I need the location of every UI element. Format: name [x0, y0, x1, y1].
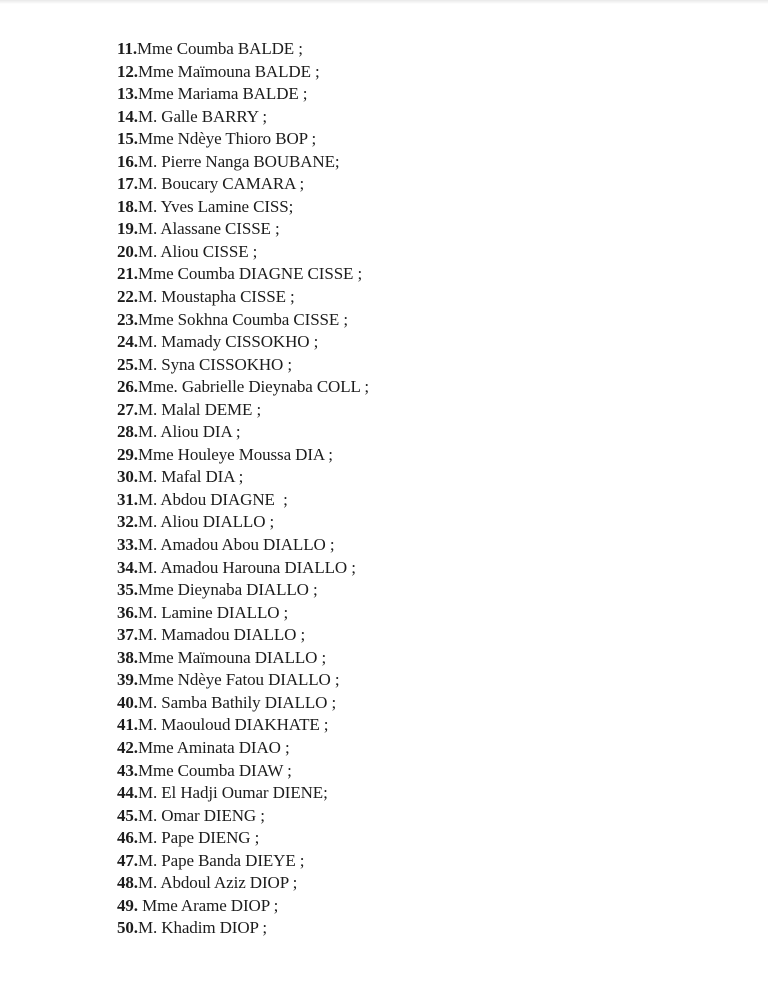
entry-name: Mme Ndèye Thioro BOP ; — [137, 129, 317, 149]
entry-number: 28. — [117, 422, 138, 442]
entry-name: M. Samba Bathily DIALLO ; — [137, 692, 337, 712]
entry-name: M. Abdou DIAGNE ; — [137, 489, 288, 509]
list-item — [117, 579, 369, 602]
entry-number: 41. — [117, 715, 138, 735]
entry-name: Mme Houleye Moussa DIA ; — [137, 444, 333, 464]
entry-number: 14. — [117, 106, 138, 126]
entry-name: M. Amadou Harouna DIALLO ; — [137, 557, 356, 577]
list-item — [117, 850, 369, 873]
entry-number: 44. — [117, 783, 138, 803]
entry-name: M. Mafal DIA ; — [137, 467, 244, 487]
list-item — [117, 557, 369, 580]
entry-name: M. Syna CISSOKHO ; — [137, 354, 293, 374]
entry-name: M. Lamine DIALLO ; — [137, 602, 289, 622]
entry-number: 42. — [117, 737, 138, 757]
list-item — [117, 38, 369, 61]
entry-name: M. Abdoul Aziz DIOP ; — [137, 873, 298, 893]
entry-number: 48. — [117, 873, 138, 893]
entry-number: 38. — [117, 647, 138, 667]
list-item — [117, 737, 369, 760]
entry-number: 33. — [117, 535, 138, 555]
entry-name: Mme. Gabrielle Dieynaba COLL ; — [137, 377, 369, 397]
entry-name: Mme Dieynaba DIALLO ; — [137, 580, 318, 600]
entry-name: M. Omar DIENG ; — [137, 805, 265, 825]
entry-number: 26. — [117, 377, 138, 397]
list-item — [117, 263, 369, 286]
list-item — [117, 286, 369, 309]
list-item — [117, 331, 369, 354]
entry-name: M. Alassane CISSE ; — [137, 219, 280, 239]
entry-number: 15. — [117, 129, 138, 149]
list-item — [117, 872, 369, 895]
entry-number: 22. — [117, 287, 138, 307]
entry-number: 27. — [117, 399, 138, 419]
list-item — [117, 466, 369, 489]
entry-name: M. Boucary CAMARA ; — [137, 174, 305, 194]
names-list — [117, 38, 369, 940]
list-item — [117, 376, 369, 399]
entry-number: 43. — [117, 760, 138, 780]
entry-number: 11. — [117, 39, 138, 58]
entry-number: 34. — [117, 557, 138, 577]
entry-number: 46. — [117, 828, 138, 848]
entry-number: 24. — [117, 332, 138, 352]
list-item — [117, 399, 369, 422]
entry-name: M. Amadou Abou DIALLO ; — [137, 535, 335, 555]
list-item — [117, 444, 369, 467]
list-item — [117, 805, 369, 828]
entry-number: 39. — [117, 670, 138, 690]
entry-number: 21. — [117, 264, 138, 284]
entry-number: 49. — [117, 895, 138, 915]
entry-number: 29. — [117, 444, 138, 464]
entry-name: Mme Ndèye Fatou DIALLO ; — [137, 670, 340, 690]
list-item — [117, 534, 369, 557]
entry-number: 20. — [117, 241, 138, 261]
entry-number: 18. — [117, 196, 138, 216]
entry-name: M. Malal DEME ; — [137, 399, 262, 419]
list-item — [117, 61, 369, 84]
entry-number: 36. — [117, 602, 138, 622]
list-item — [117, 241, 369, 264]
entry-name: Mme Sokhna Coumba CISSE ; — [137, 309, 348, 329]
list-item — [117, 760, 369, 783]
entry-number: 16. — [117, 151, 138, 171]
entry-number: 31. — [117, 489, 138, 509]
entry-number: 40. — [117, 692, 138, 712]
entry-name: M. Moustapha CISSE ; — [137, 287, 295, 307]
entry-number: 19. — [117, 219, 138, 239]
list-item — [117, 151, 369, 174]
entry-name: Mme Coumba DIAW ; — [137, 760, 292, 780]
entry-name: M. El Hadji Oumar DIENE; — [137, 783, 328, 803]
list-item — [117, 354, 369, 377]
entry-number: 45. — [117, 805, 138, 825]
entry-name: M. Mamady CISSOKHO ; — [137, 332, 319, 352]
entry-number: 47. — [117, 850, 138, 870]
list-item — [117, 128, 369, 151]
list-item — [117, 421, 369, 444]
entry-number: 50. — [117, 918, 138, 938]
list-item — [117, 895, 369, 918]
list-item — [117, 83, 369, 106]
list-item — [117, 602, 369, 625]
list-item — [117, 511, 369, 534]
entry-name: M. Aliou CISSE ; — [137, 241, 258, 261]
list-item — [117, 196, 369, 219]
list-item — [117, 782, 369, 805]
list-item — [117, 669, 369, 692]
page-top-edge — [0, 0, 768, 4]
entry-name: M. Yves Lamine CISS; — [137, 196, 294, 216]
entry-name: Mme Aminata DIAO ; — [137, 737, 290, 757]
entry-name: Mme Maïmouna BALDE ; — [137, 61, 320, 81]
entry-name: M. Aliou DIA ; — [137, 422, 241, 442]
entry-name: Mme Coumba DIAGNE CISSE ; — [137, 264, 363, 284]
entry-number: 13. — [117, 84, 138, 104]
entry-number: 32. — [117, 512, 138, 532]
entry-number: 23. — [117, 309, 138, 329]
entry-number: 30. — [117, 467, 138, 487]
entry-number: 25. — [117, 354, 138, 374]
entry-name: Mme Arame DIOP ; — [137, 895, 279, 915]
entry-name: M. Khadim DIOP ; — [137, 918, 267, 938]
list-item — [117, 218, 369, 241]
list-item — [117, 647, 369, 670]
entry-name: Mme Coumba BALDE ; — [137, 39, 303, 58]
entry-number: 37. — [117, 625, 138, 645]
entry-number: 35. — [117, 580, 138, 600]
list-item — [117, 692, 369, 715]
entry-name: Mme Maïmouna DIALLO ; — [137, 647, 327, 667]
list-item — [117, 917, 369, 940]
entry-name: M. Maouloud DIAKHATE ; — [137, 715, 329, 735]
entry-number: 12. — [117, 61, 138, 81]
list-item — [117, 827, 369, 850]
list-item — [117, 714, 369, 737]
entry-name: M. Aliou DIALLO ; — [137, 512, 275, 532]
list-item — [117, 173, 369, 196]
list-item — [117, 106, 369, 129]
entry-name: M. Pape DIENG ; — [137, 828, 260, 848]
list-item — [117, 489, 369, 512]
list-item — [117, 309, 369, 332]
entry-name: M. Pape Banda DIEYE ; — [137, 850, 305, 870]
entry-number: 17. — [117, 174, 138, 194]
list-item — [117, 624, 369, 647]
entry-name: M. Mamadou DIALLO ; — [137, 625, 306, 645]
entry-name: Mme Mariama BALDE ; — [137, 84, 308, 104]
entry-name: M. Pierre Nanga BOUBANE; — [137, 151, 340, 171]
entry-name: M. Galle BARRY ; — [137, 106, 268, 126]
